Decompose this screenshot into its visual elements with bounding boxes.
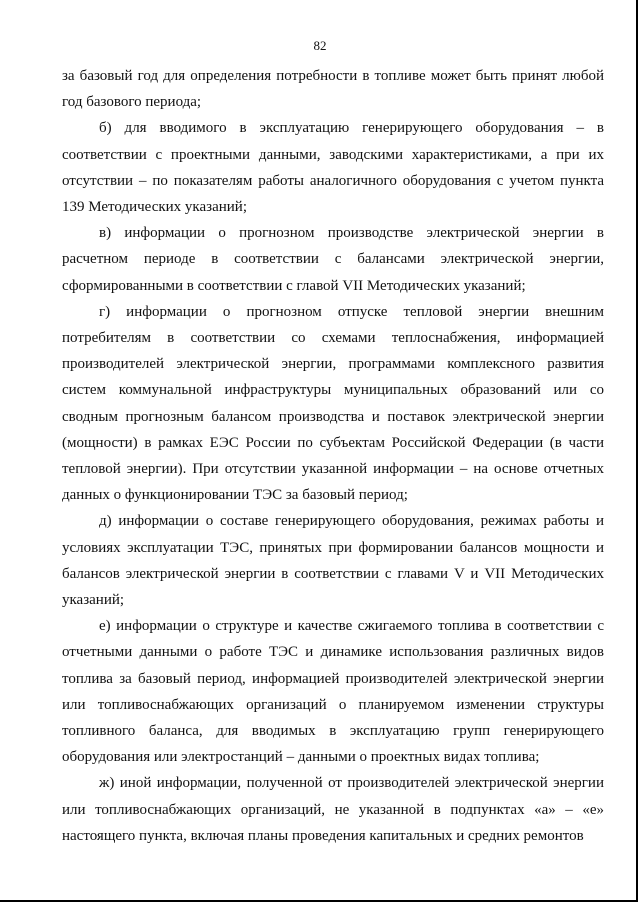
paragraph-item-g: г) информации о прогнозном отпуске тепловой энергии внешним потребителям в соответствии со схемами теплоснабжения, информацией производителей электрической энергии, программами комплексного развития систем коммунальной инфраструктуры муниципальных образований или со сводным прогнозным балансом производства и поставок электрической энергии (мощности) в рамках ЕЭС России по субъектам Российской Федерации (в части тепловой энергии). При отсутствии указанной информации – на основе отчетных данных о функционировании ТЭС за базовый период; [62, 303, 604, 504]
paragraph-item-e: е) информации о структуре и качестве сжигаемого топлива в соответствии с отчетными данными о работе ТЭС и динамике использования различных видов топлива за базовый период, информацией производителей электрической энергии или топливоснабжающих организаций о планируемом изменении структуры топливного баланса, для вводимых в эксплуатацию групп генерирующего оборудования или электростанций – данными о проектных видах топлива; [62, 618, 604, 766]
paragraph-item-v: в) информации о прогнозном производстве электрической энергии в расчетном периоде в соответствии с балансами электрической энергии, сформированными в соответствии с главой VII Методических указаний; [62, 225, 604, 294]
paragraph-item-b: б) для вводимого в эксплуатацию генерирующего оборудования – в соответствии с проектными данными, заводскими характеристиками, а при их отсутствии – по показателям работы аналогичного оборудования с учетом пункта 139 Методических указаний; [62, 120, 604, 216]
paragraph-item-zh: ж) иной информации, полученной от производителей электрической энергии или топливоснабжающих организаций, не указанной в подпунктах «а» – «е» настоящего пункта, включая планы проведения капитальных и средних ремонтов [62, 775, 604, 844]
paragraph-item-d: д) информации о составе генерирующего оборудования, режимах работы и условиях эксплуатации ТЭС, принятых при формировании балансов мощности и балансов электрической энергии в соответствии с главами V и VII Методических указаний; [62, 513, 604, 609]
document-body [62, 63, 604, 849]
paragraph-continuation: за базовый год для определения потребности в топливе может быть принят любой год базового периода; [62, 68, 604, 111]
page-number: 82 [313, 38, 327, 53]
